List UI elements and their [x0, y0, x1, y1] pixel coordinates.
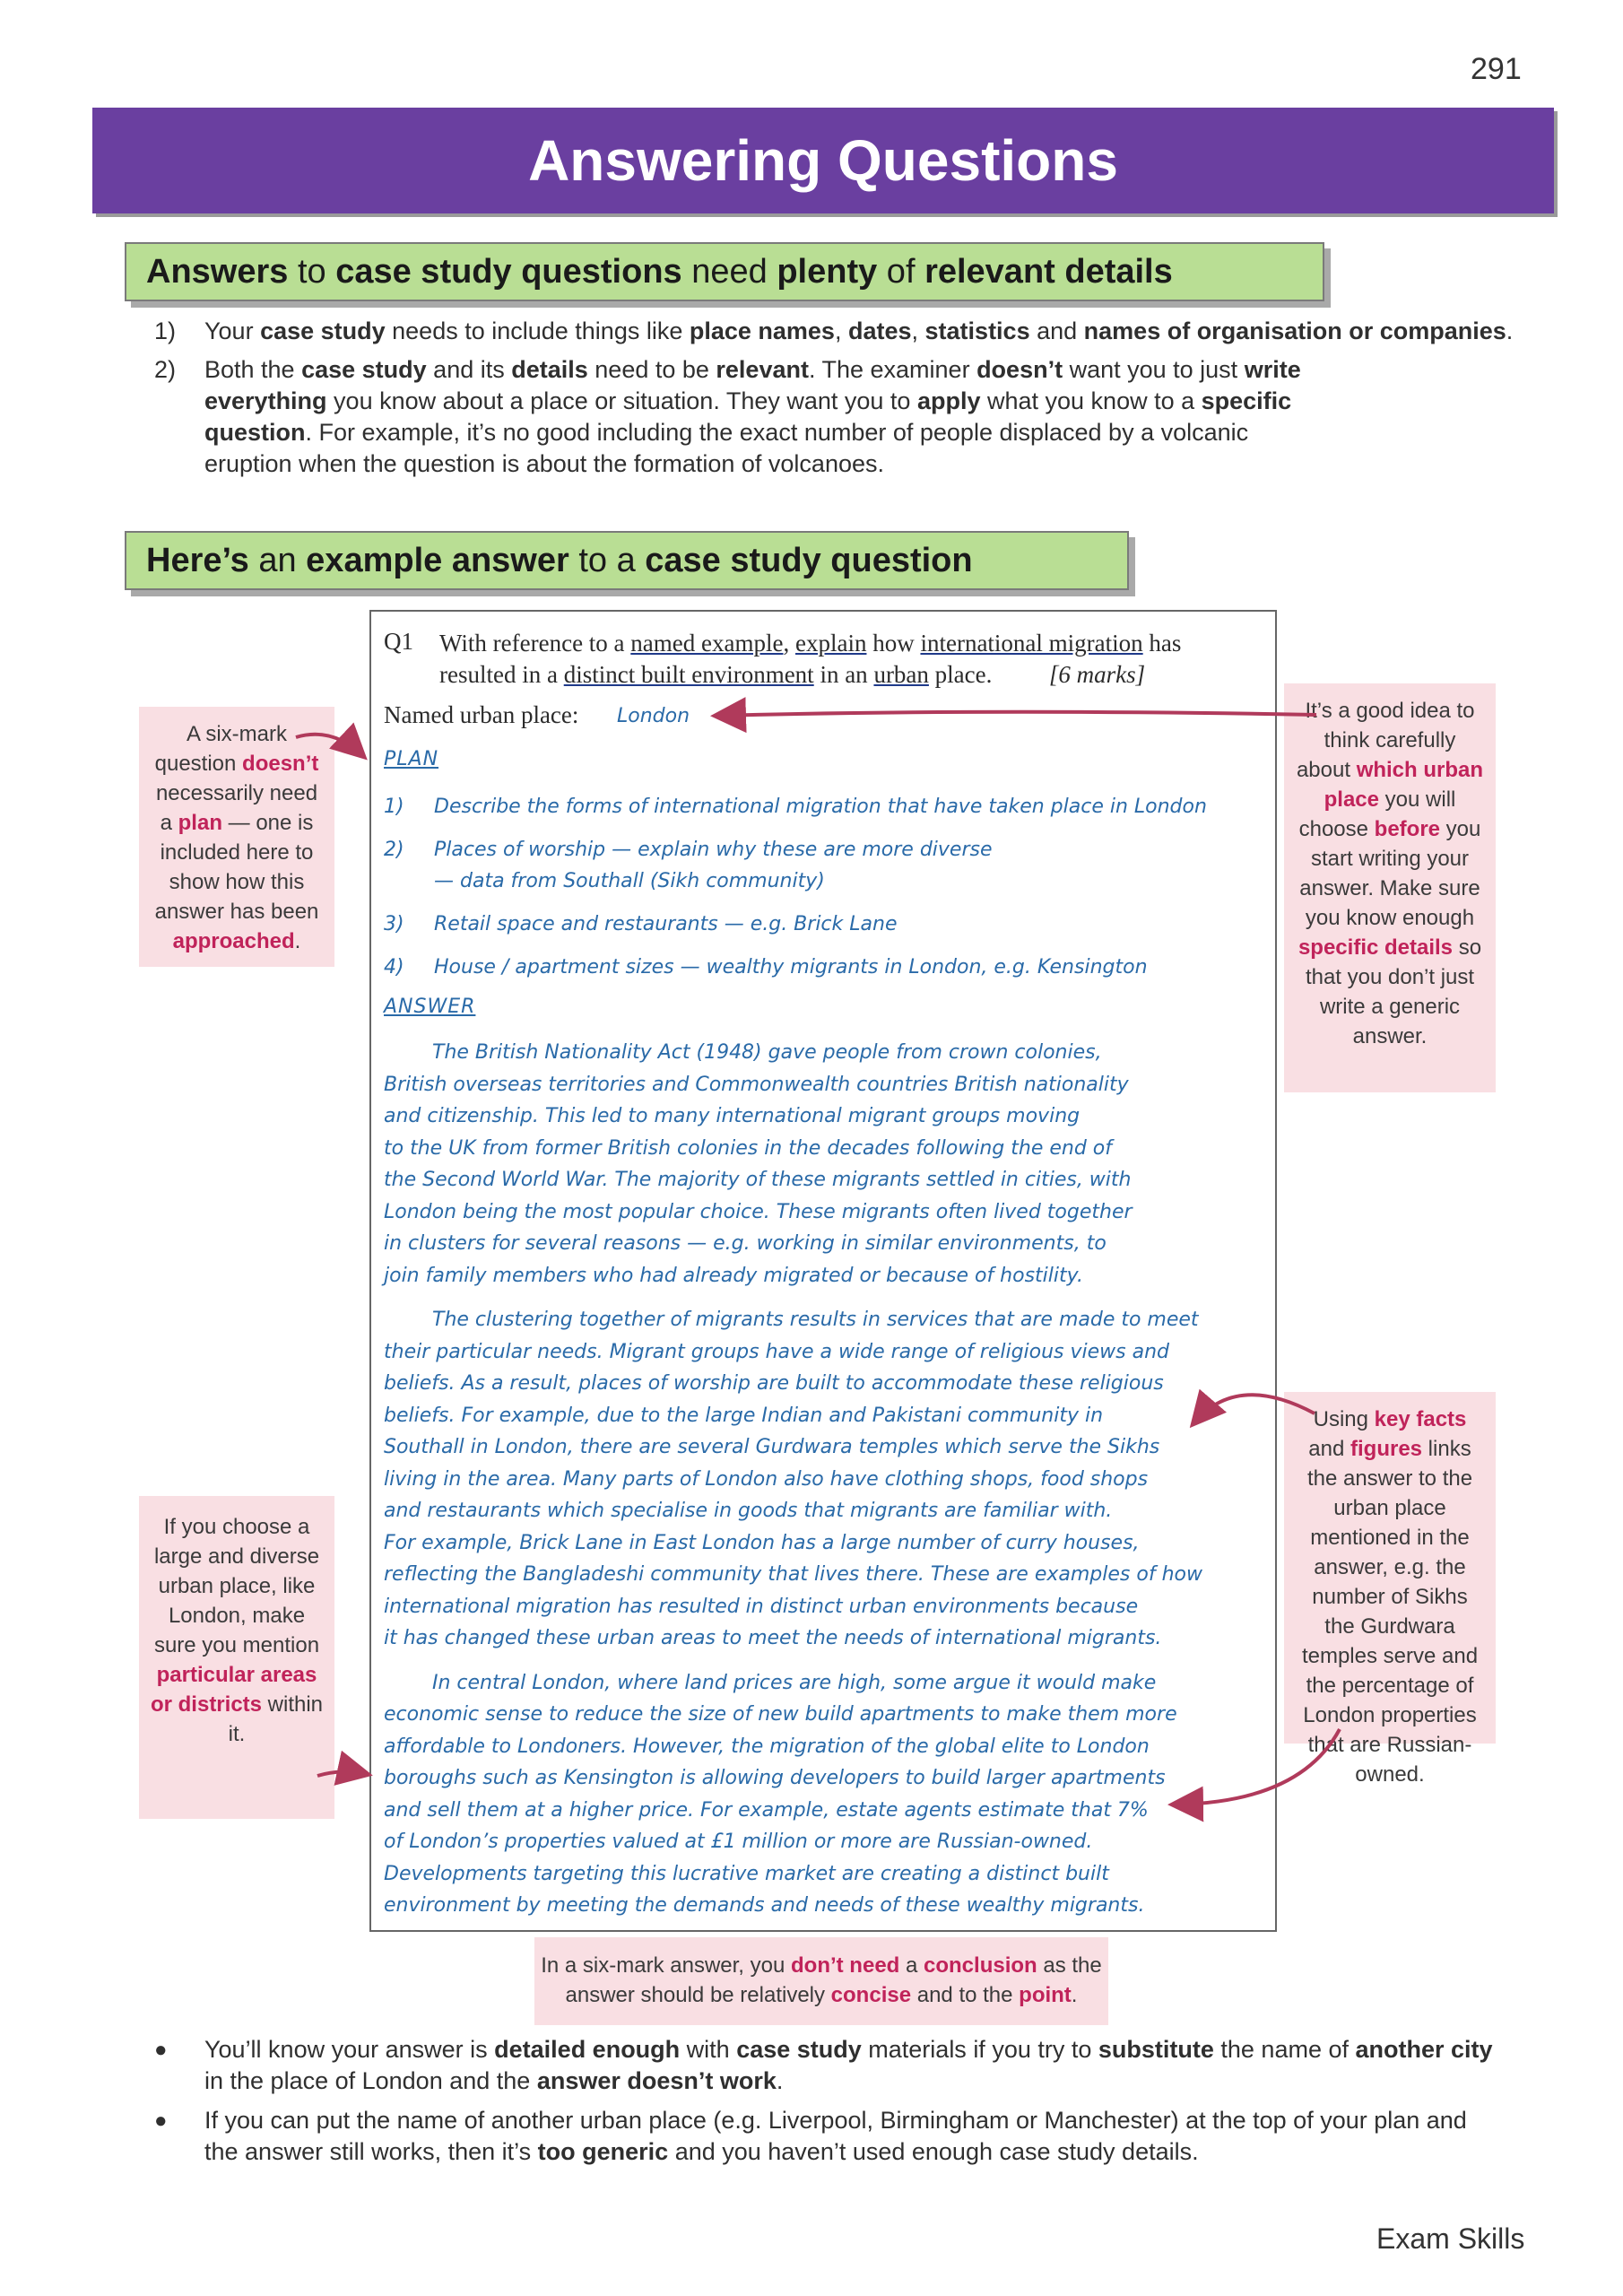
text-run: conclusion [924, 1953, 1037, 1978]
text-run: within it. [228, 1692, 324, 1746]
text-run: Using [1313, 1407, 1375, 1431]
answer-line: reflecting the Bangladeshi community that lives there. These are examples of how [384, 1563, 1202, 1586]
text-run: Answers [146, 252, 289, 291]
plan-number: 1) [384, 796, 404, 818]
plan-number: 4) [384, 956, 404, 978]
text-run: plenty [777, 252, 878, 291]
answer-line: The British Nationality Act (1948) gave people from crown colonies, [432, 1041, 1102, 1064]
text-run: which urban place [1324, 758, 1484, 812]
answer-line: The clustering together of migrants results in services that are made to meet [432, 1309, 1199, 1331]
text-run: With reference to a [439, 630, 631, 657]
text-run: another city [1355, 2036, 1493, 2063]
text-run: and you haven’t used enough case study details. [668, 2138, 1199, 2165]
answer-line: environment by meeting the demands and needs of these wealthy migrants. [384, 1894, 1145, 1917]
text-run: how [866, 630, 921, 657]
answer-line: boroughs such as Kensington is allowing developers to build larger apartments [384, 1767, 1166, 1789]
plan-number: 2) [384, 839, 404, 861]
list-number: 1) [154, 317, 177, 344]
question-marks: [6 marks] [1048, 661, 1146, 688]
text-run: Here’s [146, 541, 249, 579]
text-run: , [911, 317, 925, 344]
text-run: apply [916, 387, 981, 414]
text-run: In a six-mark answer, you [541, 1953, 791, 1978]
text-run: has resulted in a [439, 630, 1182, 688]
answer-line: affordable to Londoners. However, the migration of the global elite to London [384, 1735, 1150, 1758]
text-run: — one is included here to show how this answer has been [154, 811, 319, 924]
text-run: names of organisation or companies [1083, 317, 1506, 344]
text-run: of [877, 252, 925, 291]
text-run: key facts [1374, 1407, 1467, 1431]
answer-line: In central London, where land prices are high, some argue it would make [432, 1671, 1157, 1694]
text-run: . For example, it’s no good including the exact number of people displaced by a volcanic eruption when the question is about the formation of volcanoes. [204, 419, 1249, 477]
text-run: plan [178, 811, 222, 835]
text-run: detailed enough [494, 2036, 681, 2063]
answer-line: Developments targeting this lucrative market are creating a distinct built [384, 1862, 1109, 1885]
text-run: . [1071, 1983, 1078, 2007]
text-run: Your [204, 317, 261, 344]
list-number: 2) [154, 356, 177, 383]
bullet-list [154, 2034, 1499, 2176]
text-run: needs to include things like [385, 317, 690, 344]
text-run: . [294, 929, 301, 953]
text-run: in an [813, 661, 874, 688]
text-run: distinct built environment [563, 661, 814, 688]
plan-heading: PLAN [384, 748, 439, 770]
bullet-text [204, 2034, 1499, 2097]
answer-line: economic sense to reduce the size of new build apartments to make them more [384, 1703, 1177, 1726]
text-run: write everything [204, 356, 1301, 414]
text-run: and [1029, 317, 1084, 344]
text-run: case study questions [335, 252, 682, 291]
plan-text: Retail space and restaurants — e.g. Brick Lane [434, 913, 898, 935]
text-run: place names [689, 317, 835, 344]
text-run: before [1374, 817, 1441, 841]
answer-line: For example, Brick Lane in East London has a large number of curry houses, [384, 1531, 1140, 1554]
text-run: specific details [1298, 935, 1454, 960]
answer-line: beliefs. As a result, places of worship are built to accommodate these religious [384, 1372, 1164, 1395]
arrow-to-percentage [1175, 1729, 1340, 1805]
text-run: don’t need [791, 1953, 900, 1978]
text-run: place. [928, 661, 993, 688]
text-run: particular areas or districts [150, 1663, 317, 1717]
text-run: to a [568, 541, 646, 579]
text-run: point [1019, 1983, 1072, 2007]
text-run: with [680, 2036, 737, 2063]
text-run: approached [172, 929, 295, 953]
plan-text: Describe the forms of international migration that have taken place in London [434, 796, 1207, 818]
text-run: , [834, 317, 848, 344]
plan-text: Places of worship — explain why these are more diverse [434, 839, 993, 861]
text-run: and its [426, 356, 512, 383]
text-run: specific question [204, 387, 1292, 446]
answer-line: living in the area. Many parts of London also have clothing shops, food shops [384, 1467, 1149, 1491]
text-run: , [783, 630, 795, 657]
text-run: links the answer to the urban place mentioned in the answer, e.g. the number of Sikhs the Gurdwara temples serve and the percentage of London properties that are Russian-owned. [1301, 1437, 1479, 1787]
text-run: case study question [645, 541, 973, 579]
text-run: statistics [924, 317, 1030, 344]
page-number: 291 [1471, 52, 1522, 86]
text-run: answer doesn’t work [536, 2067, 777, 2094]
text-run: case study [301, 356, 427, 383]
text-run: and [1308, 1437, 1350, 1461]
answer-line: international migration has resulted in distinct urban environments because [384, 1595, 1139, 1618]
named-place-value: London [617, 705, 690, 727]
text-run: to [288, 252, 336, 291]
answer-line: Southall in London, there are several Gurdwara temples which serve the Sikhs [384, 1436, 1160, 1458]
text-run: example answer [306, 541, 569, 579]
arrow-to-kensington [317, 1771, 366, 1776]
answer-line: and restaurants which specialise in goods that migrants are familiar with. [384, 1500, 1113, 1522]
text-run: you know about a place or situation. They want you to [326, 387, 917, 414]
answer-line: join family members who had already migrated or because of hostility. [384, 1264, 1083, 1287]
arrow-to-plan [296, 735, 362, 755]
text-run: a [899, 1953, 924, 1978]
named-place-label: Named urban place: [384, 701, 579, 728]
arrow-to-sikhs [1194, 1395, 1315, 1422]
question-number: Q1 [384, 628, 413, 655]
answer-line: of London’s properties valued at £1 million or more are Russian-owned. [384, 1831, 1093, 1853]
page-title: Answering Questions [528, 128, 1118, 193]
text-run: dates [847, 317, 912, 344]
text-run: need to be [587, 356, 716, 383]
text-run: case study [736, 2036, 862, 2063]
answer-line: their particular needs. Migrant groups have a wide range of religious views and [384, 1340, 1170, 1363]
text-run: A six-mark question [154, 722, 287, 776]
answer-line: in clusters for several reasons — e.g. working in similar environments, to [384, 1232, 1107, 1255]
text-run: . [1506, 317, 1514, 344]
text-run: figures [1350, 1437, 1423, 1461]
bullet-item [154, 2105, 1499, 2168]
text-run: . The examiner [808, 356, 977, 383]
text-run: as the answer should be relatively [565, 1953, 1102, 2007]
text-run: doesn’t [242, 752, 319, 776]
text-run: an [248, 541, 307, 579]
bullet-item [154, 2034, 1499, 2097]
text-run: substitute [1098, 2036, 1214, 2063]
text-run: in the place of London and the [204, 2067, 537, 2094]
text-run: details [511, 356, 588, 383]
bullet-dot: ● [154, 2109, 168, 2133]
text-run: Both the [204, 356, 302, 383]
text-run: relevant details [924, 252, 1173, 291]
answer-line: and sell them at a higher price. For example, estate agents estimate that 7% [384, 1798, 1149, 1822]
text-run: It’s a good idea to think carefully about [1296, 699, 1475, 782]
answer-line: British overseas territories and Commonwealth countries British nationality [384, 1073, 1129, 1096]
text-run: explain [794, 630, 867, 657]
text-run: case study [260, 317, 386, 344]
bullet-text [204, 2105, 1499, 2168]
answer-line: and citizenship. This led to many international migrant groups moving [384, 1105, 1081, 1127]
plan-text: House / apartment sizes — wealthy migrants in London, e.g. Kensington [434, 956, 1148, 978]
text-run: and to the [911, 1983, 1020, 2007]
text-run: concise [830, 1983, 912, 2007]
answer-line: beliefs. For example, due to the large Indian and Pakistani community in [384, 1404, 1104, 1427]
text-run: urban [873, 661, 929, 688]
text-run: You’ll know your answer is [204, 2036, 495, 2063]
text-run: necessarily need a [155, 781, 318, 835]
text-run: relevant [716, 356, 809, 383]
answer-line: to the UK from former British colonies in the decades following the end of [384, 1136, 1113, 1160]
footer-section-name: Exam Skills [1376, 2222, 1525, 2255]
text-run: you will choose [1298, 787, 1456, 841]
text-run: so that you don’t just write a generic answer. [1305, 935, 1482, 1048]
text-run: . [776, 2067, 784, 2094]
text-run: what you know to a [980, 387, 1202, 414]
text-run: too generic [537, 2138, 669, 2165]
answer-line: the Second World War. The majority of these migrants settled in cities, with [384, 1169, 1132, 1191]
answer-line: it has changed these urban areas to meet the needs of international migrants. [384, 1627, 1162, 1649]
plan-text: — data from Southall (Sikh community) [434, 870, 825, 892]
text-run: want you to just [1063, 356, 1245, 383]
text-run: need [681, 252, 777, 291]
text-run: named example [630, 630, 784, 657]
arrow-to-named-place [717, 712, 1316, 716]
text-run: materials if you try to [861, 2036, 1098, 2063]
text-run: international migration [920, 630, 1143, 657]
bullet-dot: ● [154, 2038, 168, 2062]
answer-line: London being the most popular choice. These migrants often lived together [384, 1200, 1133, 1223]
text-run: you start writing your answer. Make sure you know enough [1299, 817, 1481, 930]
text-run: the name of [1213, 2036, 1356, 2063]
text-run: doesn’t [976, 356, 1063, 383]
text-run: If you can put the name of another urban place (e.g. Liverpool, Birmingham or Manchester) at the top of your plan and the answer still works, then it’s [204, 2107, 1467, 2165]
text-run: If you choose a large and diverse urban place, like London, make sure you mention [153, 1515, 320, 1657]
answer-heading: ANSWER [384, 996, 476, 1018]
plan-number: 3) [384, 913, 404, 935]
